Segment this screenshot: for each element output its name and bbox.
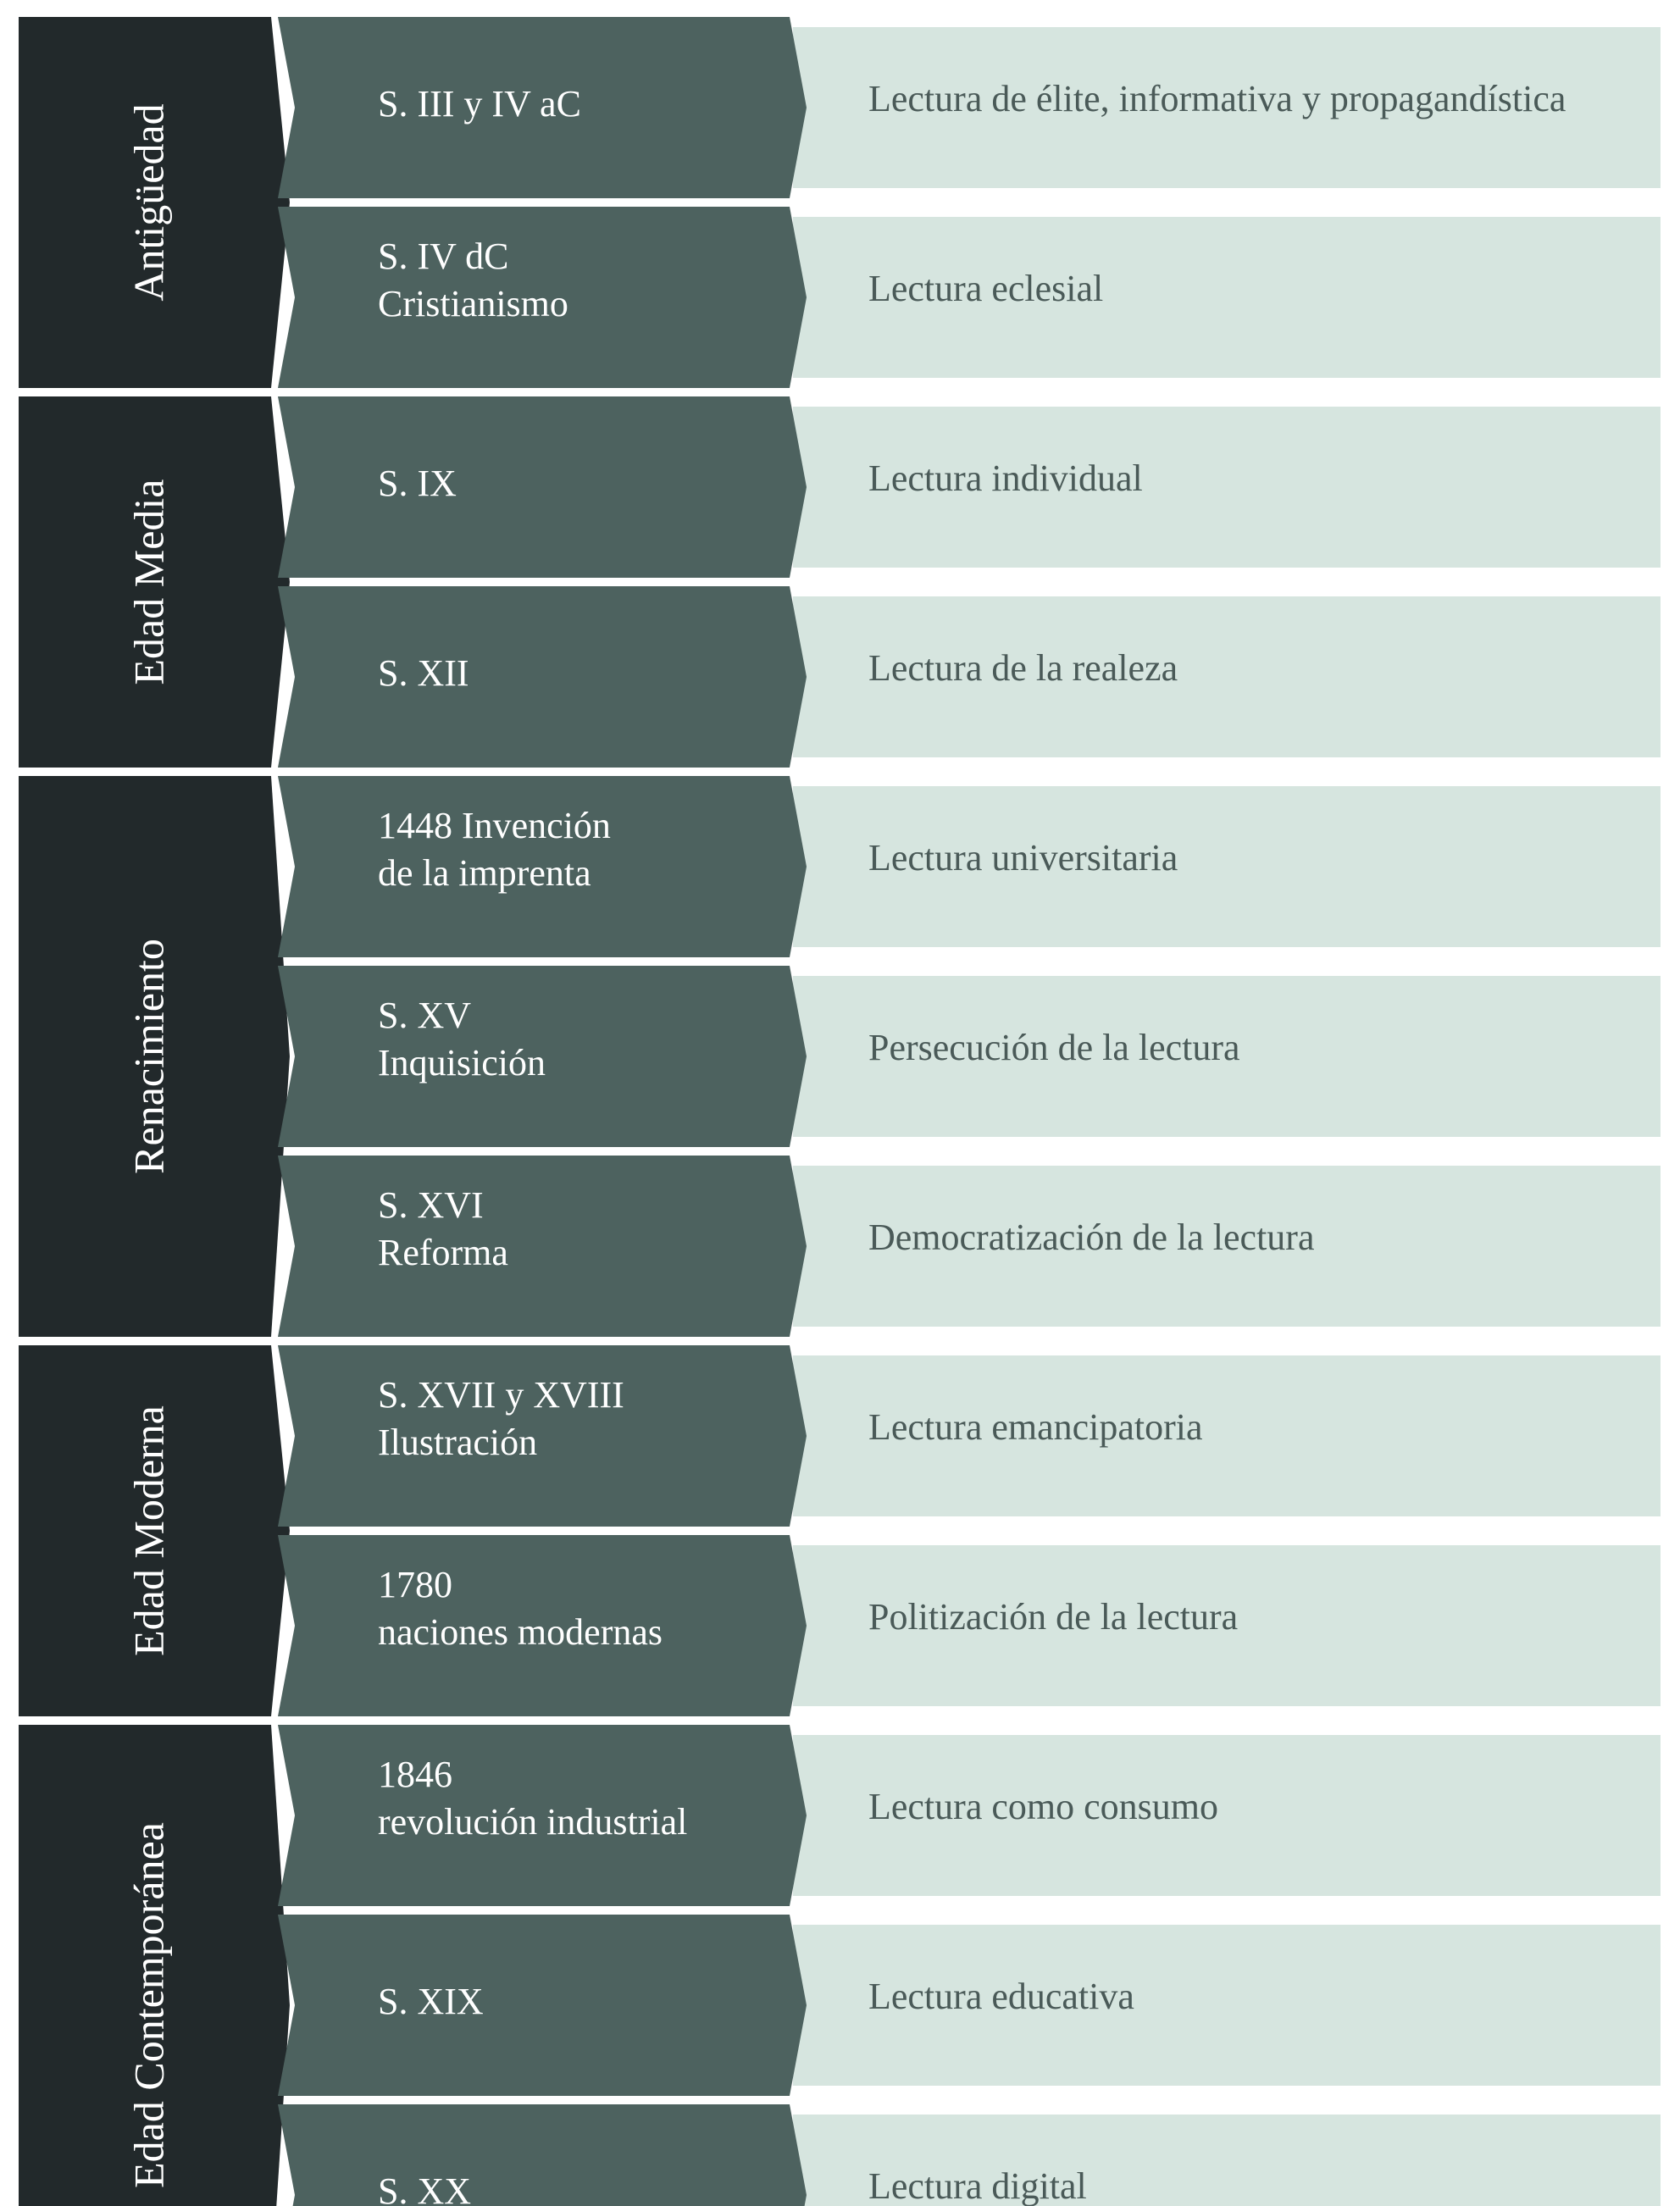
description-label: Lectura digital (868, 2165, 1087, 2206)
period-label: Ilustración (378, 1422, 538, 1464)
period-chevron (278, 586, 807, 768)
era-label: Renacimiento (125, 939, 173, 1174)
period-label: S. IV dC (378, 236, 509, 278)
period-label: S. XX (378, 2170, 472, 2206)
description-label: Lectura individual (868, 457, 1143, 500)
period-label: 1448 Invención (378, 805, 611, 847)
period-label: S. XII (378, 652, 469, 695)
era-label: Edad Moderna (125, 1405, 173, 1656)
period-chevron (278, 1156, 807, 1337)
description-label: Democratización de la lectura (868, 1217, 1315, 1259)
era-label: Edad Media (125, 479, 173, 685)
period-label: Reforma (378, 1232, 508, 1274)
period-label: 1780 (378, 1564, 452, 1606)
period-chevron (278, 1345, 807, 1527)
description-label: Lectura de la realeza (868, 647, 1178, 690)
description-label: Politización de la lectura (868, 1596, 1239, 1638)
period-label: Inquisición (378, 1042, 546, 1084)
period-label: Cristianismo (378, 283, 568, 325)
period-label: S. III y IV aC (378, 83, 581, 125)
period-label: S. XVII y XVIII (378, 1374, 624, 1416)
era-column (19, 17, 290, 2206)
period-label: revolución industrial (378, 1801, 688, 1843)
description-column (793, 27, 1661, 2206)
description-label: Lectura emancipatoria (868, 1406, 1203, 1449)
description-label: Lectura eclesial (868, 268, 1104, 310)
description-label: Lectura educativa (868, 1976, 1134, 2018)
period-label: naciones modernas (378, 1611, 663, 1654)
description-label: Lectura de élite, informativa y propagandística (868, 78, 1566, 120)
period-chevron (278, 2104, 807, 2206)
description-label: Lectura universitaria (868, 837, 1178, 879)
period-chevron (278, 1915, 807, 2096)
period-label: S. XV (378, 995, 472, 1037)
period-label: 1846 (378, 1754, 452, 1796)
description-label: Lectura como consumo (868, 1786, 1218, 1828)
period-label: S. IX (378, 463, 457, 505)
period-label: S. XVI (378, 1184, 484, 1227)
period-column (278, 17, 807, 2206)
period-chevron (278, 396, 807, 578)
era-label: Edad Contemporánea (125, 1822, 173, 2188)
era-label: Antigüedad (125, 103, 173, 302)
period-label: S. XIX (378, 1981, 484, 2023)
description-label: Persecución de la lectura (868, 1027, 1240, 1069)
period-label: de la imprenta (378, 852, 591, 895)
